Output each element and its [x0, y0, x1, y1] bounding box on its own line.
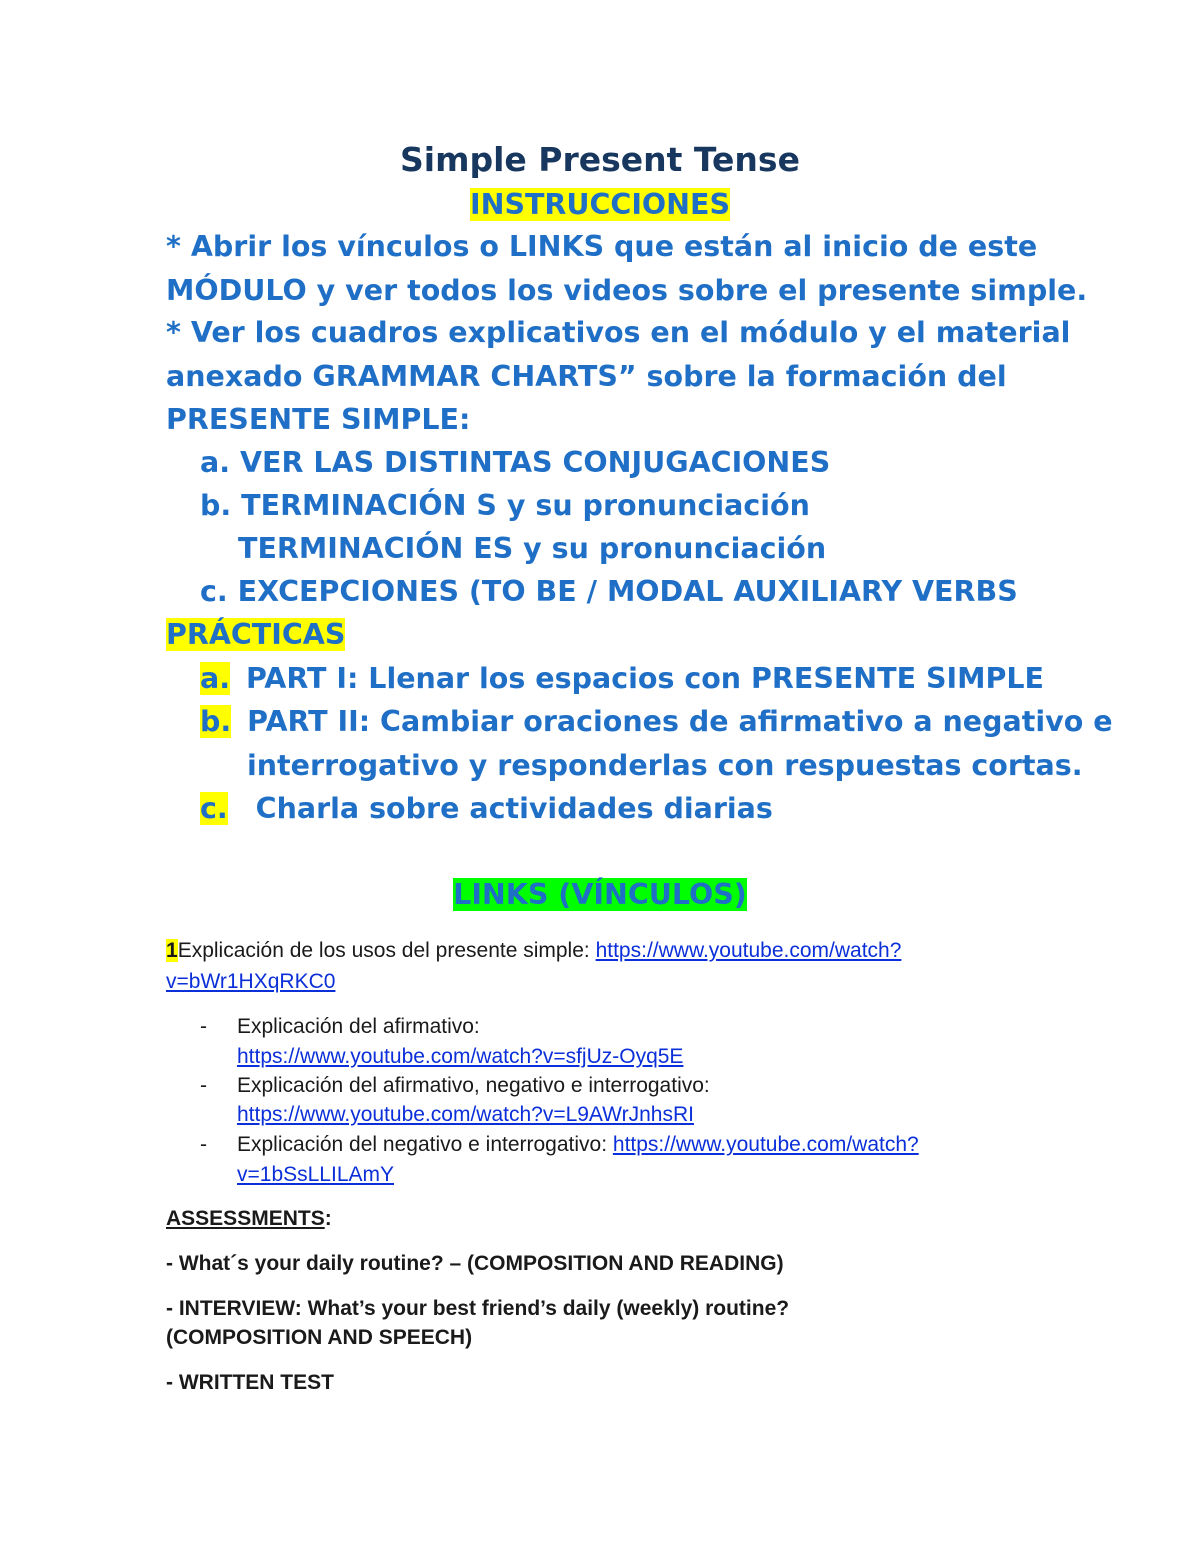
link-main-url-continued[interactable]: v=bWr1HXqRKC0 — [166, 970, 336, 993]
link-sub-3-line-1 — [237, 1130, 919, 1160]
instructions-heading: INSTRUCCIONES — [469, 188, 731, 221]
instruction-item-b-line-2: TERMINACIÓN ES y su pronunciación — [238, 532, 827, 565]
instruction-line-1: * Abrir los vínculos o LINKS que están al inicio de este — [166, 230, 1038, 263]
links-heading: LINKS (VÍNCULOS) — [453, 878, 747, 911]
assessment-item-2-line-2: (COMPOSITION AND SPEECH) — [166, 1326, 473, 1349]
practica-item-b — [200, 700, 1113, 743]
practicas-heading-row — [166, 613, 345, 656]
link-main-line-1 — [166, 936, 901, 966]
link-main-url[interactable]: https://www.youtube.com/watch? — [595, 939, 902, 962]
list-item-text: Charla sobre actividades diarias — [255, 792, 773, 825]
list-dash: - — [200, 1015, 207, 1038]
links-heading-row — [0, 873, 1200, 916]
list-item-text: EXCEPCIONES (TO BE / MODAL AUXILIARY VERBS — [237, 575, 1018, 608]
instruction-line-3: * Ver los cuadros explicativos en el módulo y el material — [166, 316, 1071, 349]
assessments-heading: ASSESSMENTS — [166, 1207, 325, 1230]
practica-item-a — [200, 657, 1044, 700]
practicas-heading: PRÁCTICAS — [166, 618, 346, 651]
list-marker: a. — [200, 662, 231, 695]
assessment-item-1: - What´s your daily routine? – (COMPOSITION AND READING) — [166, 1252, 784, 1275]
link-sub-2-url[interactable]: https://www.youtube.com/watch?v=L9AWrJnhsRI — [237, 1103, 694, 1126]
list-item-text: VER LAS DISTINTAS CONJUGACIONES — [240, 446, 831, 479]
instruction-item-b — [200, 484, 810, 527]
practica-item-b-line-2: interrogativo y responderlas con respuestas cortas. — [247, 749, 1083, 782]
instruction-item-a — [200, 441, 830, 484]
instruction-item-c — [200, 570, 1018, 613]
link-sub-3-url-continued[interactable]: v=1bSsLLILAmY — [237, 1163, 395, 1186]
assessments-heading-row — [166, 1204, 332, 1234]
assessment-item-2-line-1: - INTERVIEW: What’s your best friend’s daily (weekly) routine? — [166, 1297, 790, 1320]
link-main-line-2 — [166, 967, 335, 997]
page-title: Simple Present Tense — [400, 140, 800, 179]
link-sub-1-url[interactable]: https://www.youtube.com/watch?v=sfjUz-Oyq5E — [237, 1045, 684, 1068]
list-item-text: PART I: Llenar los espacios con PRESENTE SIMPLE — [246, 662, 1044, 695]
instruction-line-4: anexado GRAMMAR CHARTS” sobre la formación del — [166, 360, 1007, 393]
link-sub-2-line — [237, 1100, 694, 1130]
list-dash: - — [200, 1074, 207, 1097]
link-number: 1 — [166, 939, 178, 962]
practica-item-c — [200, 787, 773, 830]
link-sub-3-text: Explicación del negativo e interrogativo: — [237, 1133, 613, 1156]
link-sub-1-text: Explicación del afirmativo: — [237, 1015, 480, 1038]
link-sub-3-url[interactable]: https://www.youtube.com/watch? — [612, 1133, 919, 1156]
list-marker: a. — [200, 446, 231, 479]
assessment-item-3: - WRITTEN TEST — [166, 1371, 334, 1394]
link-sub-2-text: Explicación del afirmativo, negativo e interrogativo: — [237, 1074, 710, 1097]
link-sub-1-line — [237, 1042, 683, 1072]
instruction-line-5: PRESENTE SIMPLE: — [166, 403, 471, 436]
link-main-text: Explicación de los usos del presente simple: — [177, 939, 596, 962]
list-item-text: PART II: Cambiar oraciones de afirmativo a negativo e — [247, 705, 1113, 738]
instructions-heading-row — [0, 183, 1200, 226]
link-sub-3-line-2 — [237, 1160, 394, 1190]
assessments-colon: : — [324, 1207, 332, 1230]
list-marker: b. — [200, 489, 232, 522]
list-marker: c. — [200, 792, 228, 825]
list-item-text: TERMINACIÓN S y su pronunciación — [241, 489, 810, 522]
instruction-line-2: MÓDULO y ver todos los videos sobre el presente simple. — [166, 274, 1088, 307]
list-marker: b. — [200, 705, 232, 738]
list-marker: c. — [200, 575, 228, 608]
list-dash: - — [200, 1133, 207, 1156]
